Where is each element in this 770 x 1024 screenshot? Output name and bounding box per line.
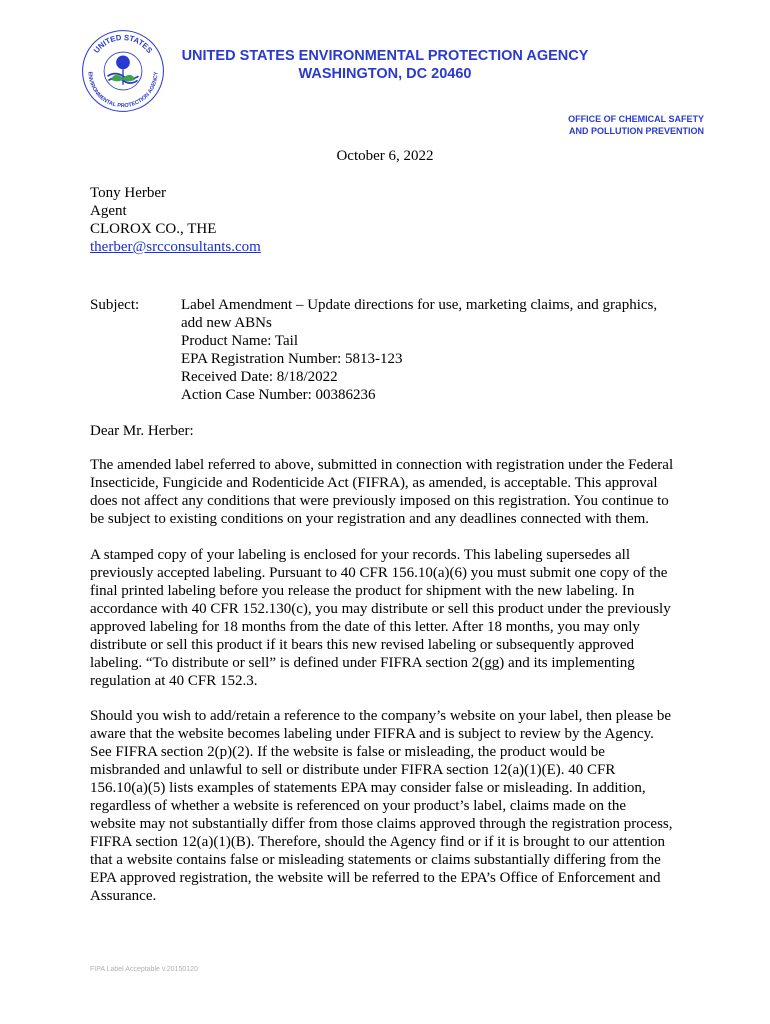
- paragraph-line: accordance with 40 CFR 152.130(c), you may distribute or sell this product under the previously: [90, 601, 671, 617]
- subject-registration-number: EPA Registration Number: 5813-123: [181, 351, 403, 367]
- paragraph-line: FIFRA section 12(a)(1)(B). Therefore, should the Agency find or if it is brought to our attention: [90, 834, 666, 850]
- paragraph-line: Insecticide, Fungicide and Rodenticide Act (FIFRA), as amended, is acceptable. This approval: [90, 475, 658, 491]
- subject-label: Subject:: [90, 297, 140, 313]
- office-name-line2: AND POLLUTION PREVENTION: [568, 126, 704, 136]
- recipient-company: CLOROX CO., THE: [90, 221, 217, 237]
- seal-text-top: UNITED STATES: [91, 32, 155, 55]
- paragraph-line: website may not substantially differ from those claims approved through the registration process,: [90, 816, 673, 832]
- paragraph-line: See FIFRA section 2(p)(2). If the website is false or misleading, the product would be: [90, 744, 605, 760]
- paragraph-line: labeling. “To distribute or sell” is defined under FIFRA section 2(gg) and its implementing: [90, 655, 635, 671]
- recipient-title: Agent: [90, 203, 127, 219]
- footer-version: FIPA Label Acceptable v.20150120: [90, 966, 198, 973]
- seal-text-bottom: ENVIRONMENTAL PROTECTION AGENCY: [86, 71, 160, 110]
- paragraph-line: approved labeling for 18 months from the date of this letter. After 18 months, you may only: [90, 619, 640, 635]
- paragraph-line: does not affect any conditions that were previously imposed on this registration. You continue to: [90, 493, 669, 509]
- subject-product-name: Product Name: Tail: [181, 333, 298, 349]
- paragraph-line: regardless of whether a website is referenced on your product’s label, claims made on the: [90, 798, 627, 814]
- paragraph-line: Should you wish to add/retain a reference to the company’s website on your label, then please be: [90, 708, 672, 724]
- letter-date: October 6, 2022: [336, 148, 434, 164]
- paragraph-line: previously accepted labeling. Pursuant to 40 CFR 156.10(a)(6) you must submit one copy of the: [90, 565, 668, 581]
- paragraph-line: aware that the website becomes labeling under FIFRA and is subject to review by the Agency.: [90, 726, 654, 742]
- subject-action-case-number: Action Case Number: 00386236: [181, 387, 376, 403]
- recipient-email-link[interactable]: therber@srcconsultants.com: [90, 239, 261, 255]
- paragraph-line: final printed labeling before you release the product for shipment with the new labeling. In: [90, 583, 635, 599]
- subject-received-date: Received Date: 8/18/2022: [181, 369, 338, 385]
- subject-line: Label Amendment – Update directions for use, marketing claims, and graphics,: [181, 297, 658, 313]
- subject-details: [181, 296, 657, 404]
- paragraph-line: 156.10(a)(5) lists examples of statements EPA may consider false or misleading. In addition,: [90, 780, 646, 796]
- paragraph-line: The amended label referred to above, submitted in connection with registration under the Federal: [90, 457, 674, 473]
- paragraph-line: A stamped copy of your labeling is enclosed for your records. This labeling supersedes all: [90, 547, 631, 563]
- agency-address: WASHINGTON, DC 20460: [298, 66, 472, 82]
- recipient-name: Tony Herber: [90, 185, 167, 201]
- paragraph-line: misbranded and unlawful to sell or distribute under FIFRA section 12(a)(1)(E). 40 CFR: [90, 762, 616, 778]
- paragraph-3: [90, 707, 673, 905]
- recipient-address: [90, 184, 261, 256]
- paragraph-line: be subject to existing conditions on your registration and any deadlines connected with them.: [90, 511, 650, 527]
- subject-line: add new ABNs: [181, 315, 272, 331]
- agency-name: UNITED STATES ENVIRONMENTAL PROTECTION AGENCY: [181, 48, 589, 64]
- salutation: Dear Mr. Herber:: [90, 423, 194, 439]
- paragraph-line: regulation at 40 CFR 152.3.: [90, 673, 258, 689]
- paragraph-line: that a website contains false or misleading statements or claims substantially differing from the: [90, 852, 661, 868]
- paragraph-line: EPA approved registration, the website will be referred to the EPA’s Office of Enforcement and: [90, 870, 661, 886]
- paragraph-2: [90, 546, 671, 690]
- paragraph-line: distribute or sell this product if it bears this new revised labeling or subsequently approved: [90, 637, 635, 653]
- office-name-line1: OFFICE OF CHEMICAL SAFETY: [568, 114, 704, 124]
- paragraph-1: [90, 456, 673, 528]
- paragraph-line: Assurance.: [90, 888, 157, 904]
